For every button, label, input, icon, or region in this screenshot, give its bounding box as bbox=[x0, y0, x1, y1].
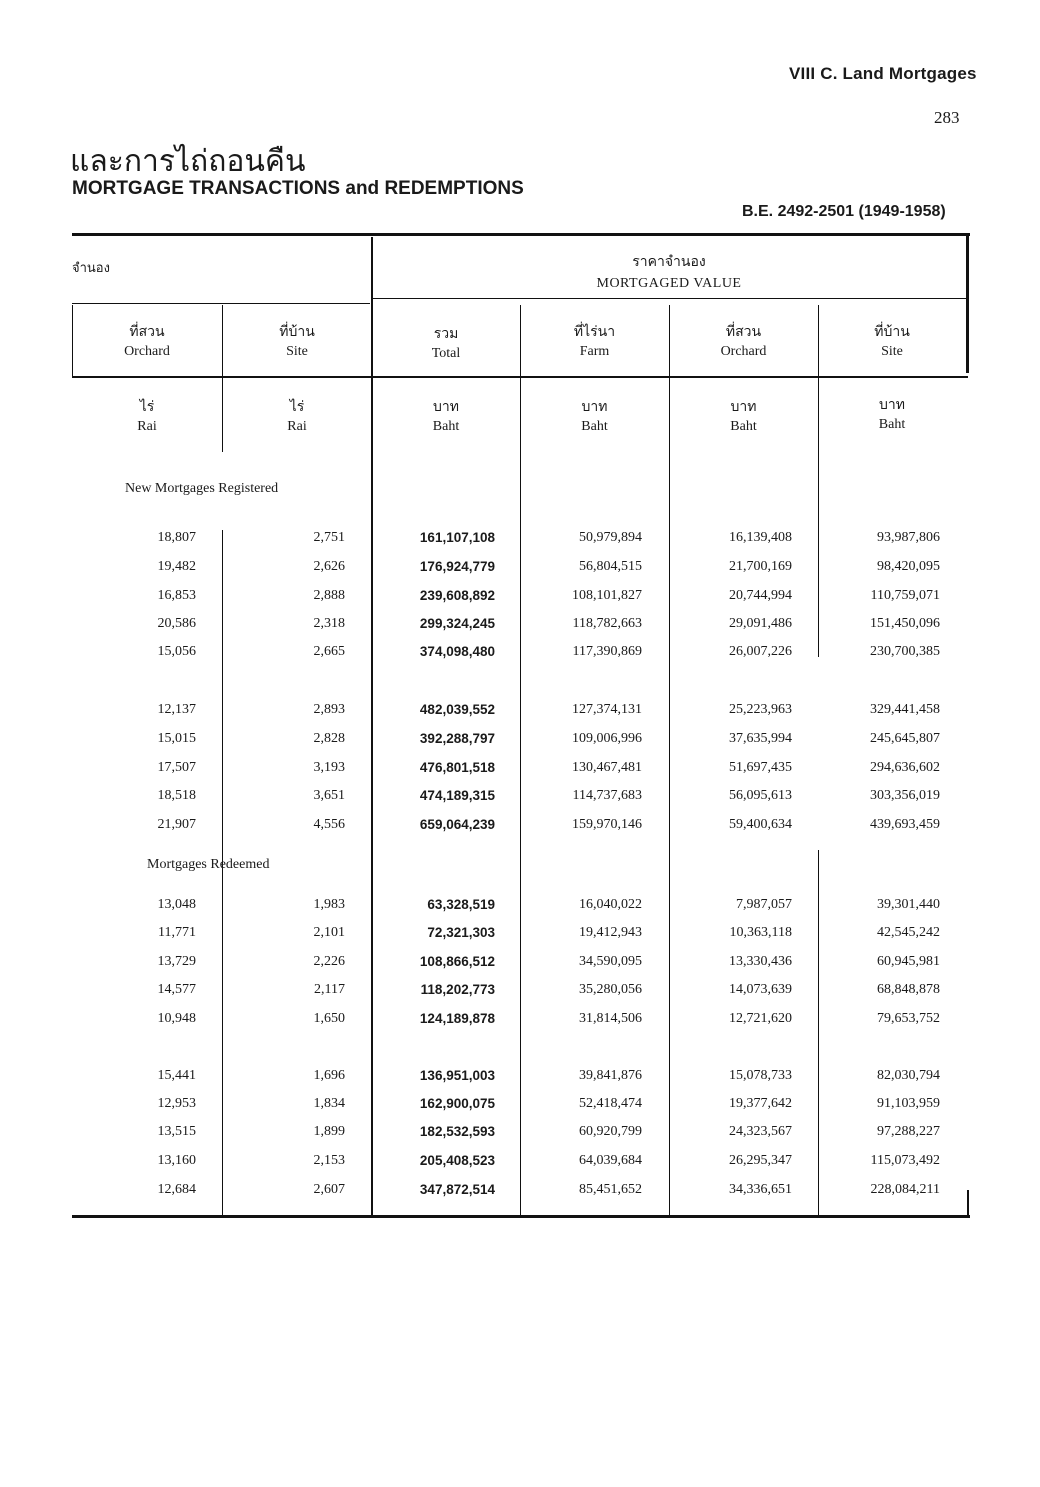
cell-site-baht: 91,103,959 bbox=[877, 1096, 940, 1111]
cell-total: 347,872,514 bbox=[419, 1182, 495, 1197]
cell-farm: 114,737,683 bbox=[572, 788, 642, 803]
cell-orchard-baht: 59,400,634 bbox=[729, 817, 792, 832]
cell-site-rai: 1,650 bbox=[313, 1011, 345, 1026]
cell-orchard-rai: 15,015 bbox=[157, 731, 196, 746]
cell-total: 176,924,779 bbox=[419, 559, 495, 574]
cell-orchard-rai: 21,907 bbox=[157, 817, 196, 832]
cell-total: 161,107,108 bbox=[419, 530, 495, 545]
cell-orchard-rai: 16,853 bbox=[157, 588, 196, 603]
cell-total: 162,900,075 bbox=[419, 1096, 495, 1111]
cell-site-rai: 2,828 bbox=[313, 731, 345, 746]
cell-orchard-rai: 15,441 bbox=[157, 1068, 196, 1083]
cell-orchard-baht: 19,377,642 bbox=[729, 1096, 792, 1111]
table-right-border bbox=[966, 233, 969, 373]
cell-orchard-rai: 15,056 bbox=[157, 644, 196, 659]
cell-total: 182,532,593 bbox=[419, 1124, 495, 1139]
table-top-rule bbox=[72, 233, 970, 236]
section-title: VIII C. Land Mortgages bbox=[789, 64, 977, 83]
section-label-mortgages-redeemed: Mortgages Redeemed bbox=[147, 857, 270, 872]
cell-farm: 31,814,506 bbox=[579, 1011, 642, 1026]
cell-total: 124,189,878 bbox=[419, 1011, 495, 1026]
cell-farm: 159,970,146 bbox=[572, 817, 642, 832]
cell-farm: 60,920,799 bbox=[579, 1124, 642, 1139]
cell-total: 72,321,303 bbox=[427, 925, 495, 940]
cell-orchard-rai: 13,729 bbox=[157, 954, 196, 969]
cell-total: 108,866,512 bbox=[419, 954, 495, 969]
title-thai: และการไถ่ถอนคืน bbox=[70, 144, 306, 179]
unit-farm: บาท Baht bbox=[581, 400, 608, 434]
cell-orchard-baht: 12,721,620 bbox=[729, 1011, 792, 1026]
cell-farm: 108,101,827 bbox=[572, 588, 642, 603]
cell-site-baht: 97,288,227 bbox=[877, 1124, 940, 1139]
cell-site-rai: 1,899 bbox=[313, 1124, 345, 1139]
cell-orchard-rai: 12,684 bbox=[157, 1182, 196, 1197]
cell-total: 392,288,797 bbox=[419, 731, 495, 746]
cell-orchard-baht: 29,091,486 bbox=[729, 616, 792, 631]
cell-site-rai: 2,226 bbox=[313, 954, 345, 969]
cell-farm: 127,374,131 bbox=[572, 702, 642, 717]
cell-total: 476,801,518 bbox=[419, 760, 495, 775]
unit-site-baht: บาท Baht bbox=[878, 398, 906, 432]
cell-site-rai: 4,556 bbox=[313, 817, 345, 832]
cell-farm: 117,390,869 bbox=[572, 644, 642, 659]
cell-total: 299,324,245 bbox=[419, 616, 495, 631]
cell-site-baht: 228,084,211 bbox=[870, 1182, 940, 1197]
right-group-label-en: MORTGAGED VALUE bbox=[596, 276, 742, 291]
cell-site-rai: 2,607 bbox=[313, 1182, 345, 1197]
cell-site-baht: 303,356,019 bbox=[870, 788, 940, 803]
cell-site-baht: 98,420,095 bbox=[877, 559, 940, 574]
cell-site-rai: 2,153 bbox=[313, 1153, 345, 1168]
cell-farm: 109,006,996 bbox=[572, 731, 642, 746]
cell-site-rai: 2,117 bbox=[314, 982, 345, 997]
cell-orchard-baht: 34,336,651 bbox=[729, 1182, 792, 1197]
cell-site-rai: 3,193 bbox=[313, 760, 345, 775]
unit-site-rai: ไร่ Rai bbox=[287, 400, 307, 434]
cell-site-baht: 151,450,096 bbox=[870, 616, 940, 631]
cell-total: 136,951,003 bbox=[419, 1068, 495, 1083]
cell-orchard-rai: 18,807 bbox=[157, 530, 196, 545]
cell-site-rai: 2,626 bbox=[313, 559, 345, 574]
cell-total: 205,408,523 bbox=[419, 1153, 495, 1168]
cell-total: 482,039,552 bbox=[419, 702, 495, 717]
cell-farm: 56,804,515 bbox=[579, 559, 642, 574]
period-label: B.E. 2492-2501 (1949-1958) bbox=[742, 203, 946, 220]
cell-site-rai: 1,983 bbox=[313, 897, 345, 912]
cell-farm: 85,451,652 bbox=[579, 1182, 642, 1197]
header-divider-right bbox=[372, 298, 966, 299]
cell-orchard-baht: 56,095,613 bbox=[729, 788, 792, 803]
cell-site-baht: 82,030,794 bbox=[877, 1068, 940, 1083]
cell-orchard-rai: 13,048 bbox=[157, 897, 196, 912]
cell-orchard-rai: 10,948 bbox=[157, 1011, 196, 1026]
cell-orchard-rai: 12,137 bbox=[157, 702, 196, 717]
cell-farm: 16,040,022 bbox=[579, 897, 642, 912]
cell-site-baht: 93,987,806 bbox=[877, 530, 940, 545]
cell-site-rai: 1,834 bbox=[313, 1096, 345, 1111]
cell-site-baht: 79,653,752 bbox=[877, 1011, 940, 1026]
cell-orchard-rai: 19,482 bbox=[157, 559, 196, 574]
cell-total: 659,064,239 bbox=[419, 817, 495, 832]
cell-orchard-baht: 20,744,994 bbox=[729, 588, 792, 603]
cell-farm: 35,280,056 bbox=[579, 982, 642, 997]
table-right-border-bottom bbox=[967, 1190, 969, 1218]
cell-site-rai: 3,651 bbox=[313, 788, 345, 803]
unit-orchard-baht: บาท Baht bbox=[730, 400, 757, 434]
cell-site-baht: 110,759,071 bbox=[870, 588, 940, 603]
cell-site-baht: 230,700,385 bbox=[870, 644, 940, 659]
unit-orchard-rai: ไร่ Rai bbox=[137, 400, 157, 434]
cell-site-rai: 2,665 bbox=[313, 644, 345, 659]
column-header-orchard-rai: ที่สวน Orchard bbox=[124, 325, 170, 359]
cell-farm: 52,418,474 bbox=[579, 1096, 642, 1111]
header-divider-left bbox=[72, 303, 370, 304]
cell-orchard-rai: 11,771 bbox=[158, 925, 196, 940]
column-rule-2 bbox=[371, 237, 373, 1218]
column-header-orchard-baht: ที่สวน Orchard bbox=[720, 325, 767, 359]
cell-site-rai: 2,893 bbox=[313, 702, 345, 717]
cell-orchard-baht: 26,007,226 bbox=[729, 644, 792, 659]
cell-orchard-rai: 18,518 bbox=[157, 788, 196, 803]
cell-orchard-rai: 20,586 bbox=[157, 616, 196, 631]
cell-site-rai: 2,318 bbox=[313, 616, 345, 631]
cell-farm: 130,467,481 bbox=[572, 760, 642, 775]
cell-total: 118,202,773 bbox=[420, 982, 495, 997]
cell-site-rai: 2,751 bbox=[313, 530, 345, 545]
cell-orchard-rai: 12,953 bbox=[157, 1096, 196, 1111]
cell-site-rai: 2,888 bbox=[313, 588, 345, 603]
cell-total: 474,189,315 bbox=[419, 788, 495, 803]
column-header-site-baht: ที่บ้าน Site bbox=[874, 325, 910, 359]
cell-orchard-baht: 24,323,567 bbox=[729, 1124, 792, 1139]
cell-farm: 39,841,876 bbox=[579, 1068, 642, 1083]
cell-total: 63,328,519 bbox=[427, 897, 495, 912]
cell-orchard-baht: 25,223,963 bbox=[729, 702, 792, 717]
cell-orchard-baht: 14,073,639 bbox=[729, 982, 792, 997]
cell-farm: 118,782,663 bbox=[572, 616, 642, 631]
cell-orchard-rai: 13,160 bbox=[157, 1153, 196, 1168]
page-number: 283 bbox=[934, 108, 960, 127]
table-bottom-rule bbox=[72, 1215, 970, 1218]
cell-orchard-baht: 7,987,057 bbox=[736, 897, 792, 912]
cell-orchard-baht: 51,697,435 bbox=[729, 760, 792, 775]
left-group-label: จำนอง bbox=[72, 260, 110, 275]
cell-total: 374,098,480 bbox=[419, 644, 495, 659]
cell-orchard-baht: 13,330,436 bbox=[729, 954, 792, 969]
right-group-label-thai: ราคาจำนอง bbox=[632, 255, 706, 270]
page-title: MORTGAGE TRANSACTIONS and REDEMPTIONS bbox=[72, 178, 524, 199]
cell-farm: 64,039,684 bbox=[579, 1153, 642, 1168]
cell-orchard-rai: 14,577 bbox=[157, 982, 196, 997]
cell-site-rai: 1,696 bbox=[313, 1068, 345, 1083]
cell-site-baht: 294,636,602 bbox=[870, 760, 940, 775]
cell-site-baht: 39,301,440 bbox=[877, 897, 940, 912]
cell-site-baht: 60,945,981 bbox=[877, 954, 940, 969]
cell-site-baht: 439,693,459 bbox=[870, 817, 940, 832]
column-header-site-rai: ที่บ้าน Site bbox=[279, 325, 315, 359]
cell-farm: 50,979,894 bbox=[579, 530, 642, 545]
cell-farm: 34,590,095 bbox=[579, 954, 642, 969]
cell-site-baht: 245,645,807 bbox=[870, 731, 940, 746]
column-rule-1b bbox=[222, 530, 223, 1218]
cell-orchard-baht: 21,700,169 bbox=[729, 559, 792, 574]
cell-orchard-rai: 13,515 bbox=[157, 1124, 196, 1139]
cell-orchard-baht: 37,635,994 bbox=[729, 731, 792, 746]
column-header-total: รวม Total bbox=[431, 327, 461, 361]
section-label-new-mortgages: New Mortgages Registered bbox=[125, 481, 279, 496]
cell-orchard-baht: 15,078,733 bbox=[729, 1068, 792, 1083]
cell-orchard-baht: 16,139,408 bbox=[729, 530, 792, 545]
column-rule-5b bbox=[818, 850, 819, 1218]
cell-orchard-rai: 17,507 bbox=[157, 760, 196, 775]
cell-site-rai: 2,101 bbox=[313, 925, 345, 940]
cell-total: 239,608,892 bbox=[419, 588, 495, 603]
cell-farm: 19,412,943 bbox=[579, 925, 642, 940]
cell-site-baht: 42,545,242 bbox=[877, 925, 940, 940]
cell-site-baht: 68,848,878 bbox=[877, 982, 940, 997]
cell-site-baht: 329,441,458 bbox=[870, 702, 940, 717]
cell-orchard-baht: 26,295,347 bbox=[729, 1153, 792, 1168]
unit-total: บาท Baht bbox=[432, 400, 460, 434]
cell-orchard-baht: 10,363,118 bbox=[729, 925, 792, 940]
column-header-farm: ที่ไร่นา Farm bbox=[573, 325, 616, 359]
cell-site-baht: 115,073,492 bbox=[870, 1153, 940, 1168]
